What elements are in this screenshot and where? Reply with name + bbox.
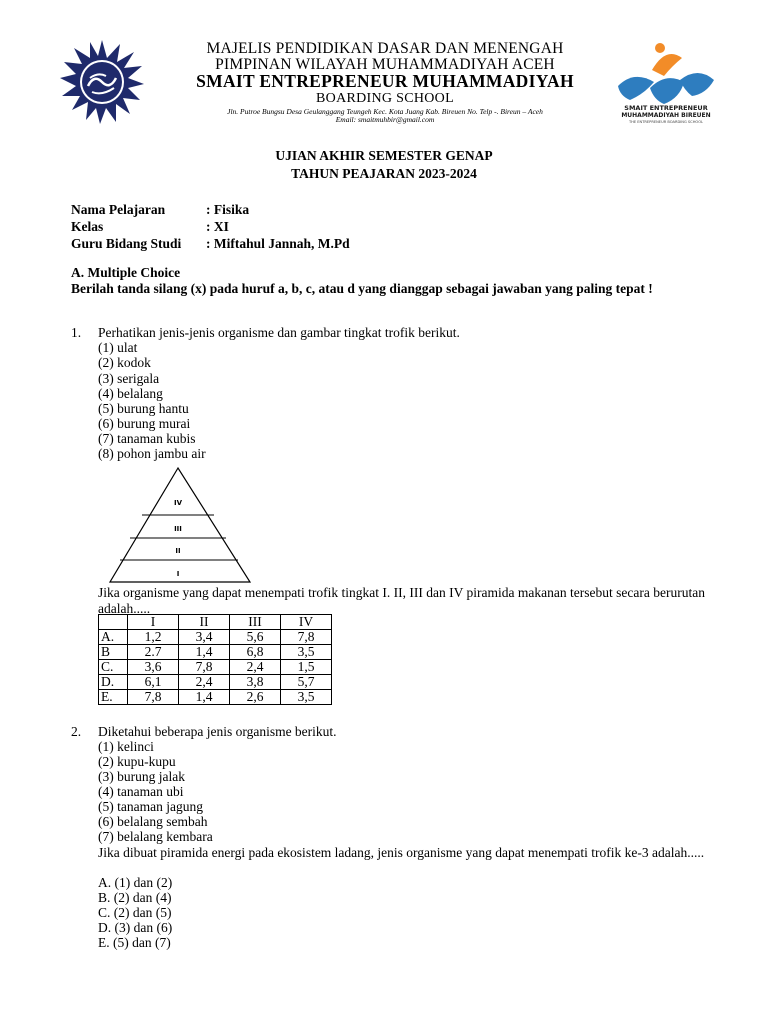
question-text: Diketahui beberapa jenis organisme berikut. [98,724,337,739]
answer-option[interactable]: E. (5) dan (7) [98,935,171,950]
school-email: Email: smaitmuhbir@gmail.com [335,115,435,124]
answer-option[interactable]: C. (2) dan (5) [98,905,172,920]
list-item: (5) burung hantu [98,401,189,416]
header-line-2: PIMPINAN WILAYAH MUHAMMADIYAH ACEH [215,56,555,73]
question-number: 1. [71,325,82,340]
question-prompt: Jika dibuat piramida energi pada ekosistem ladang, jenis organisme yang dapat menempati trofik ke-3 adalah..... [98,845,705,860]
table-cell: 3,6 [128,660,179,675]
section-instruction: Berilah tanda silang (x) pada huruf a, b, c, atau d yang dianggap sebagai jawaban yang paling tepat ! [71,281,653,296]
logo-text-3: THE ENTREPRENEUR BOARDING SCHOOL [628,120,704,124]
list-item: (6) belalang sembah [98,814,208,829]
list-item: (4) belalang [98,386,163,401]
smait-logo-icon [614,36,718,124]
table-header: II [179,615,230,630]
school-name: SMAIT ENTREPRENEUR MUHAMMADIYAH [196,71,574,91]
school-subtitle: BOARDING SCHOOL [316,91,454,106]
logo-text-2: MUHAMMADIYAH BIREUEN [621,112,711,119]
table-cell: A. [99,630,128,645]
table-header [99,615,128,630]
info-subject [71,201,249,218]
pyramid-level-label: IV [173,499,183,507]
table-row [99,630,332,645]
pyramid-level-label: II [175,547,181,555]
table-cell: 7,8 [179,660,230,675]
table-row [99,645,332,660]
pyramid-level-label: I [176,570,180,578]
table-header: IV [281,615,332,630]
question-number: 2. [71,724,82,739]
table-cell: 1,4 [179,690,230,705]
list-item: (2) kodok [98,355,151,370]
table-cell: 7,8 [281,630,332,645]
table-cell: 5,7 [281,675,332,690]
list-item: (2) kupu-kupu [98,754,176,769]
letterhead [0,0,768,130]
table-cell: C. [99,660,128,675]
table-cell: 5,6 [230,630,281,645]
question-prompt: Jika organisme yang dapat menempati trofik tingkat I. II, III dan IV piramida makanan tersebut secara berurutan adalah..... [98,585,705,616]
list-item: (4) tanaman ubi [98,784,184,799]
answer-table [98,614,332,705]
table-row [99,690,332,705]
list-item: (1) kelinci [98,739,154,754]
table-cell: 2,4 [179,675,230,690]
info-label: Guru Bidang Studi [71,236,182,251]
table-cell: B [99,645,128,660]
logo-text-1: SMAIT ENTREPRENEUR [624,104,708,112]
table-cell: 1,2 [128,630,179,645]
table-cell: 7,8 [128,690,179,705]
pyramid-level-label: III [174,525,182,533]
info-value: : Fisika [206,202,250,217]
header-line-1: MAJELIS PENDIDIKAN DASAR DAN MENENGAH [206,40,564,57]
list-item: (1) ulat [98,340,138,355]
table-header: III [230,615,281,630]
list-item: (3) serigala [98,371,160,386]
info-value: : XI [206,219,229,234]
info-label: Kelas [71,219,104,234]
table-header: I [128,615,179,630]
section-title: A. Multiple Choice [71,265,181,280]
table-header-row [99,615,332,630]
info-label: Nama Pelajaran [71,202,166,217]
list-item: (7) belalang kembara [98,829,213,844]
list-item: (3) burung jalak [98,769,185,784]
table-cell: 3,5 [281,690,332,705]
table-cell: 3,5 [281,645,332,660]
exam-year: TAHUN PEAJARAN 2023-2024 [291,166,477,181]
table-cell: 1,4 [179,645,230,660]
info-teacher [71,235,350,252]
trophic-pyramid-diagram [98,462,270,586]
list-item: (8) pohon jambu air [98,446,206,461]
table-cell: 2,6 [230,690,281,705]
list-item: (5) tanaman jagung [98,799,203,814]
table-cell: 6,1 [128,675,179,690]
table-cell: 1,5 [281,660,332,675]
answer-option[interactable]: A. (1) dan (2) [98,875,173,890]
table-cell: 2.7 [128,645,179,660]
table-cell: 6,8 [230,645,281,660]
school-address: Jln. Putroe Bungsu Desa Geulanggang Teungeh Kec. Kota Juang Kab. Bireuen No. Telp -. Bireun – Aceh [227,107,543,116]
answer-option[interactable]: B. (2) dan (4) [98,890,172,905]
question-text: Perhatikan jenis-jenis organisme dan gambar tingkat trofik berikut. [98,325,460,340]
list-item: (7) tanaman kubis [98,431,196,446]
muhammadiyah-logo-icon [60,38,144,124]
exam-title: UJIAN AKHIR SEMESTER GENAP [275,148,493,163]
table-cell: D. [99,675,128,690]
info-value: : Miftahul Jannah, M.Pd [206,236,350,251]
table-cell: E. [99,690,128,705]
info-class [71,218,229,235]
table-cell: 3,8 [230,675,281,690]
answer-option[interactable]: D. (3) dan (6) [98,920,173,935]
table-cell: 2,4 [230,660,281,675]
table-cell: 3,4 [179,630,230,645]
table-row [99,675,332,690]
table-row [99,660,332,675]
list-item: (6) burung murai [98,416,191,431]
